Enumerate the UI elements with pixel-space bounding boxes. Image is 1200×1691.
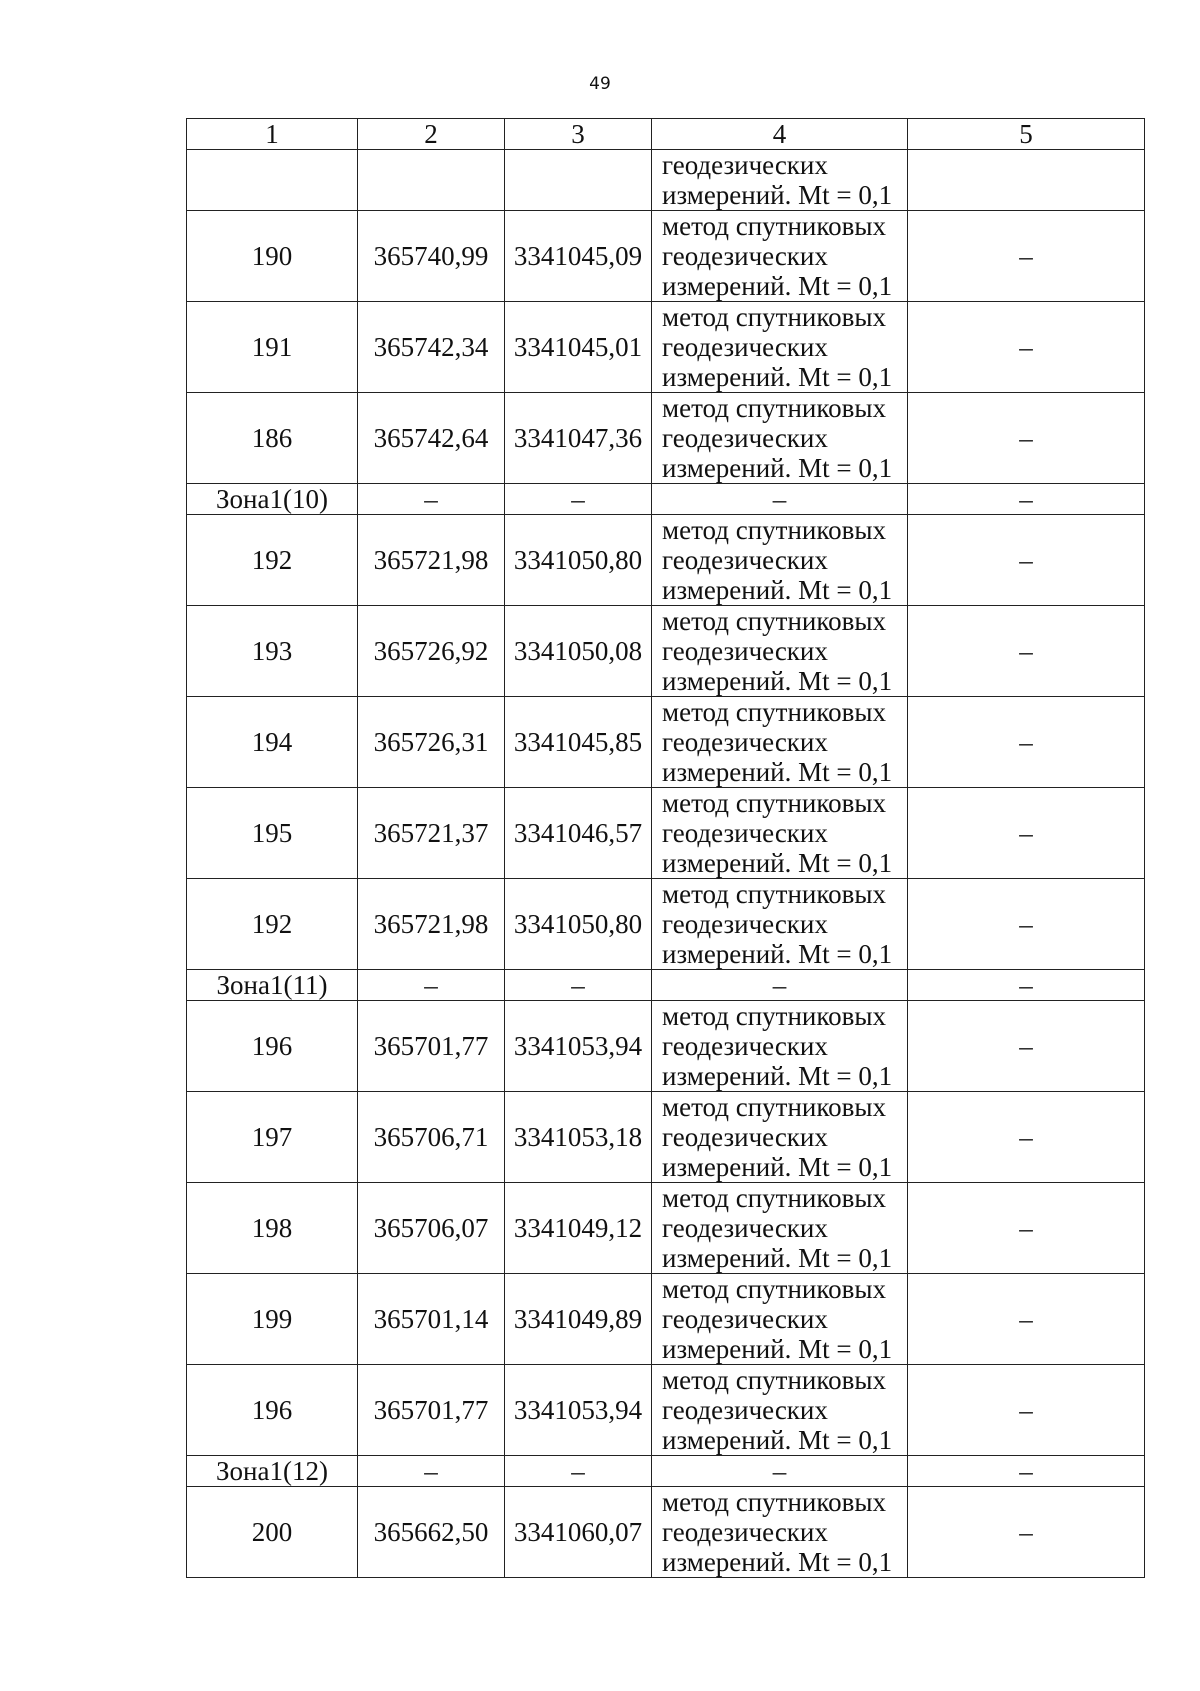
method-text-line: геодезических — [662, 636, 828, 666]
note-cell: – — [908, 1487, 1145, 1578]
method-text-line: метод спутниковых — [662, 788, 886, 818]
method-cell — [652, 879, 908, 970]
method-text-line: измерений. Mt = 0,1 — [662, 575, 893, 605]
table-header-row — [187, 119, 1145, 150]
table-row — [187, 302, 1145, 393]
method-text-line: метод спутниковых — [662, 1487, 886, 1517]
table-row — [187, 1487, 1145, 1578]
note-cell: – — [908, 970, 1145, 1001]
note-cell: – — [908, 393, 1145, 484]
x-coordinate-cell: 365740,99 — [358, 211, 505, 302]
x-coordinate-cell: 365742,64 — [358, 393, 505, 484]
method-text-line: геодезических — [662, 150, 828, 180]
point-id-cell: 199 — [187, 1274, 358, 1365]
y-coordinate-cell: – — [505, 970, 652, 1001]
method-cell — [652, 1487, 908, 1578]
x-coordinate-cell: 365726,92 — [358, 606, 505, 697]
method-text-line: измерений. Mt = 0,1 — [662, 666, 893, 696]
method-text-line: измерений. Mt = 0,1 — [662, 1243, 893, 1273]
note-cell: – — [908, 1365, 1145, 1456]
y-coordinate-cell: 3341050,80 — [505, 515, 652, 606]
note-cell: – — [908, 1001, 1145, 1092]
method-text-line: измерений. Mt = 0,1 — [662, 1425, 893, 1455]
table-row — [187, 1092, 1145, 1183]
method-cell — [652, 1365, 908, 1456]
point-id-cell: 197 — [187, 1092, 358, 1183]
table-row — [187, 606, 1145, 697]
method-text-line: метод спутниковых — [662, 302, 886, 332]
note-cell: – — [908, 515, 1145, 606]
x-coordinate-cell: – — [358, 484, 505, 515]
table-row — [187, 515, 1145, 606]
x-coordinate-cell: 365662,50 — [358, 1487, 505, 1578]
x-coordinate-cell: 365721,37 — [358, 788, 505, 879]
x-coordinate-cell: 365701,77 — [358, 1001, 505, 1092]
table-row — [187, 879, 1145, 970]
x-coordinate-cell: – — [358, 1456, 505, 1487]
y-coordinate-cell: 3341053,18 — [505, 1092, 652, 1183]
x-coordinate-cell: 365706,07 — [358, 1183, 505, 1274]
point-id-cell: 198 — [187, 1183, 358, 1274]
x-coordinate-cell: 365721,98 — [358, 879, 505, 970]
page-number: 49 — [589, 74, 611, 94]
x-coordinate-cell: 365742,34 — [358, 302, 505, 393]
method-cell: – — [652, 970, 908, 1001]
method-text-line: метод спутниковых — [662, 1365, 886, 1395]
y-coordinate-cell: 3341049,89 — [505, 1274, 652, 1365]
method-text-line: измерений. Mt = 0,1 — [662, 1334, 893, 1364]
method-text-line: метод спутниковых — [662, 393, 886, 423]
method-cell — [652, 1274, 908, 1365]
method-cell — [652, 302, 908, 393]
method-text-line: метод спутниковых — [662, 211, 886, 241]
note-cell: – — [908, 697, 1145, 788]
method-text-line: измерений. Mt = 0,1 — [662, 848, 893, 878]
point-id-cell: 200 — [187, 1487, 358, 1578]
x-coordinate-cell: 365706,71 — [358, 1092, 505, 1183]
y-coordinate-cell: 3341053,94 — [505, 1365, 652, 1456]
x-coordinate-cell: 365701,77 — [358, 1365, 505, 1456]
column-header: 2 — [358, 119, 505, 150]
point-id-cell: 196 — [187, 1001, 358, 1092]
y-coordinate-cell: 3341049,12 — [505, 1183, 652, 1274]
method-cell — [652, 1092, 908, 1183]
method-text-line: геодезических — [662, 332, 828, 362]
method-text-line: геодезических — [662, 1213, 828, 1243]
method-cell — [652, 393, 908, 484]
method-text-line: геодезических — [662, 1122, 828, 1152]
method-text-line: метод спутниковых — [662, 1092, 886, 1122]
y-coordinate-cell: 3341053,94 — [505, 1001, 652, 1092]
x-coordinate-cell: 365701,14 — [358, 1274, 505, 1365]
method-cell — [652, 697, 908, 788]
x-coordinate-cell: 365726,31 — [358, 697, 505, 788]
note-cell — [908, 150, 1145, 211]
zone-label-cell: Зона1(12) — [187, 1456, 358, 1487]
y-coordinate-cell: 3341050,80 — [505, 879, 652, 970]
method-text-line: измерений. Mt = 0,1 — [662, 180, 893, 210]
method-cell — [652, 788, 908, 879]
method-text-line: метод спутниковых — [662, 606, 886, 636]
method-text-line: метод спутниковых — [662, 1274, 886, 1304]
method-text-line: геодезических — [662, 818, 828, 848]
table-row — [187, 211, 1145, 302]
method-text-line: геодезических — [662, 1395, 828, 1425]
zone-row — [187, 484, 1145, 515]
note-cell: – — [908, 302, 1145, 393]
method-cell: – — [652, 1456, 908, 1487]
point-id-cell: 196 — [187, 1365, 358, 1456]
point-id-cell: 195 — [187, 788, 358, 879]
method-text-line: метод спутниковых — [662, 515, 886, 545]
point-id-cell: 186 — [187, 393, 358, 484]
point-id-cell: 192 — [187, 515, 358, 606]
zone-row — [187, 970, 1145, 1001]
point-id-cell: 194 — [187, 697, 358, 788]
method-cell — [652, 606, 908, 697]
method-text-line: измерений. Mt = 0,1 — [662, 271, 893, 301]
note-cell: – — [908, 1274, 1145, 1365]
x-coordinate-cell: 365721,98 — [358, 515, 505, 606]
point-id-cell: 192 — [187, 879, 358, 970]
table-row — [187, 1274, 1145, 1365]
column-header: 5 — [908, 119, 1145, 150]
note-cell: – — [908, 788, 1145, 879]
note-cell: – — [908, 1092, 1145, 1183]
method-text-line: измерений. Mt = 0,1 — [662, 362, 893, 392]
method-text-line: метод спутниковых — [662, 1183, 886, 1213]
note-cell: – — [908, 1456, 1145, 1487]
note-cell: – — [908, 484, 1145, 515]
y-coordinate-cell: 3341045,09 — [505, 211, 652, 302]
table-row — [187, 788, 1145, 879]
zone-row — [187, 1456, 1145, 1487]
method-text-line: измерений. Mt = 0,1 — [662, 1152, 893, 1182]
coordinates-table — [186, 118, 1145, 1578]
table-row — [187, 697, 1145, 788]
method-cell — [652, 1001, 908, 1092]
y-coordinate-cell: 3341060,07 — [505, 1487, 652, 1578]
x-coordinate-cell — [358, 150, 505, 211]
method-text-line: измерений. Mt = 0,1 — [662, 1547, 893, 1577]
point-id-cell — [187, 150, 358, 211]
table-row — [187, 1001, 1145, 1092]
method-text-line: измерений. Mt = 0,1 — [662, 939, 893, 969]
method-text-line: измерений. Mt = 0,1 — [662, 757, 893, 787]
column-header: 4 — [652, 119, 908, 150]
method-text-line: геодезических — [662, 1031, 828, 1061]
zone-label-cell: Зона1(10) — [187, 484, 358, 515]
table-row — [187, 393, 1145, 484]
method-cell — [652, 211, 908, 302]
point-id-cell: 193 — [187, 606, 358, 697]
method-text-line: геодезических — [662, 241, 828, 271]
y-coordinate-cell: – — [505, 1456, 652, 1487]
table-body — [187, 150, 1145, 1578]
method-text-line: метод спутниковых — [662, 697, 886, 727]
method-cell — [652, 1183, 908, 1274]
method-text-line: геодезических — [662, 727, 828, 757]
x-coordinate-cell: – — [358, 970, 505, 1001]
note-cell: – — [908, 879, 1145, 970]
method-text-line: геодезических — [662, 1304, 828, 1334]
point-id-cell: 190 — [187, 211, 358, 302]
method-text-line: метод спутниковых — [662, 1001, 886, 1031]
zone-label-cell: Зона1(11) — [187, 970, 358, 1001]
method-text-line: геодезических — [662, 423, 828, 453]
column-header: 3 — [505, 119, 652, 150]
y-coordinate-cell: 3341045,85 — [505, 697, 652, 788]
y-coordinate-cell — [505, 150, 652, 211]
table-row-continuation — [187, 150, 1145, 211]
method-text-line: геодезических — [662, 909, 828, 939]
method-text-line: измерений. Mt = 0,1 — [662, 453, 893, 483]
method-text-line: измерений. Mt = 0,1 — [662, 1061, 893, 1091]
method-cell — [652, 515, 908, 606]
y-coordinate-cell: 3341045,01 — [505, 302, 652, 393]
table-row — [187, 1365, 1145, 1456]
note-cell: – — [908, 211, 1145, 302]
method-text-line: метод спутниковых — [662, 879, 886, 909]
note-cell: – — [908, 606, 1145, 697]
column-header: 1 — [187, 119, 358, 150]
note-cell: – — [908, 1183, 1145, 1274]
y-coordinate-cell: 3341050,08 — [505, 606, 652, 697]
method-cell — [652, 150, 908, 211]
point-id-cell: 191 — [187, 302, 358, 393]
table-row — [187, 1183, 1145, 1274]
method-text-line: геодезических — [662, 545, 828, 575]
method-text-line: геодезических — [662, 1517, 828, 1547]
y-coordinate-cell: 3341047,36 — [505, 393, 652, 484]
y-coordinate-cell: 3341046,57 — [505, 788, 652, 879]
method-cell: – — [652, 484, 908, 515]
y-coordinate-cell: – — [505, 484, 652, 515]
